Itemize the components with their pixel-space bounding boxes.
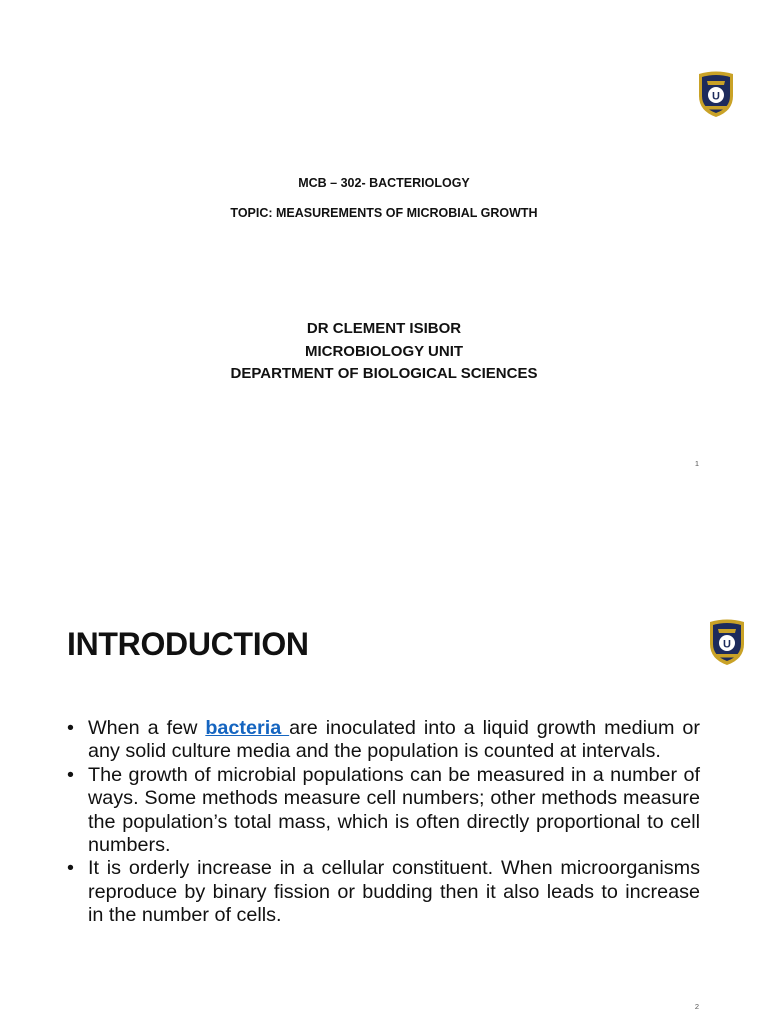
course-code: MCB – 302- BACTERIOLOGY (298, 176, 470, 190)
crest-letter: U (712, 90, 720, 103)
bullet-item (66, 717, 700, 764)
slide-introduction (0, 512, 768, 1024)
university-crest-icon (696, 70, 736, 118)
crest-letter: U (723, 638, 731, 651)
bullet-list (66, 717, 700, 928)
topic-heading: TOPIC: MEASUREMENTS OF MICROBIAL GROWTH (230, 206, 538, 220)
university-crest-icon (707, 618, 747, 666)
bullet-text: are inoculated into a liquid growth medium or any solid culture media and the population is counted at intervals. (88, 717, 700, 763)
page-number: 2 (694, 1002, 700, 1011)
bullet-text: When a few (88, 717, 206, 739)
slide-heading: INTRODUCTION (67, 626, 309, 662)
bacteria-link[interactable]: bacteria (205, 717, 290, 739)
bullet-item: • It is orderly increase in a cellular constituent. When microorganisms reproduce by binary fission or budding then it also leads to increase in the number of cells. (66, 857, 700, 927)
bullet-item: • The growth of microbial populations can be measured in a number of ways. Some methods measure cell numbers; other methods measure the population’s total mass, which is often directly proportional to cell numbers. (66, 764, 700, 858)
author-unit: MICROBIOLOGY UNIT (304, 342, 464, 360)
author-block (0, 318, 768, 386)
page-number: 1 (694, 459, 700, 468)
author-department: DEPARTMENT OF BIOLOGICAL SCIENCES (230, 365, 538, 382)
author-name: DR CLEMENT ISIBOR (306, 320, 462, 337)
